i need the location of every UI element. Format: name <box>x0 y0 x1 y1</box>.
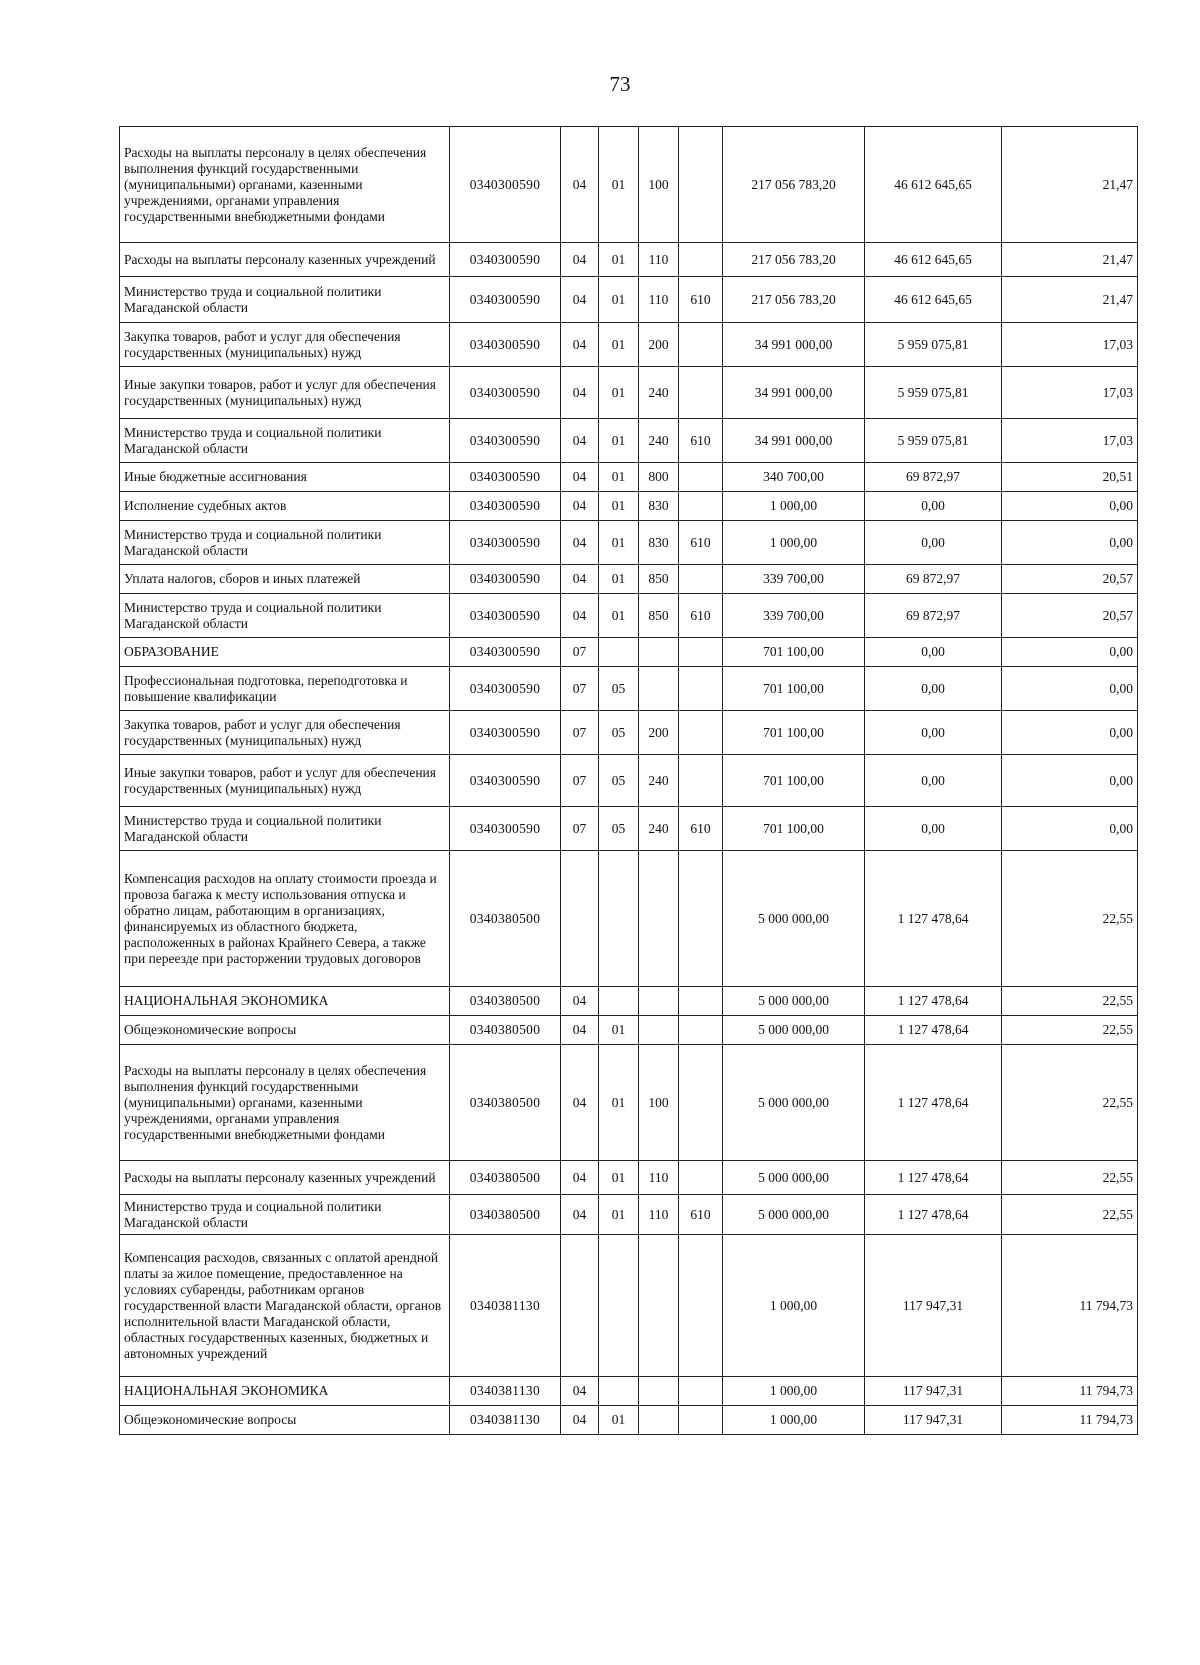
expense-type-cell: 200 <box>639 711 679 755</box>
administrator-cell <box>679 987 723 1016</box>
expense-type-cell: 240 <box>639 367 679 419</box>
execution-percent-cell: 17,03 <box>1002 323 1138 367</box>
section-cell: 04 <box>561 243 599 277</box>
expense-type-cell: 110 <box>639 277 679 323</box>
target-article-cell: 0340380500 <box>450 1195 561 1235</box>
table-row <box>120 419 1138 463</box>
section-cell: 04 <box>561 1161 599 1195</box>
subsection-cell <box>599 638 639 667</box>
planned-amount-cell: 217 056 783,20 <box>723 127 865 243</box>
table-row <box>120 492 1138 521</box>
execution-percent-cell: 22,55 <box>1002 987 1138 1016</box>
actual-amount-cell: 0,00 <box>865 521 1002 565</box>
subsection-cell: 01 <box>599 1406 639 1435</box>
planned-amount-cell: 1 000,00 <box>723 1406 865 1435</box>
item-name-cell: Расходы на выплаты персоналу казенных учреждений <box>120 243 450 277</box>
expense-type-cell <box>639 638 679 667</box>
execution-percent-cell: 0,00 <box>1002 521 1138 565</box>
planned-amount-cell: 701 100,00 <box>723 638 865 667</box>
administrator-cell: 610 <box>679 1195 723 1235</box>
actual-amount-cell: 5 959 075,81 <box>865 419 1002 463</box>
subsection-cell: 01 <box>599 1161 639 1195</box>
item-name-cell: Министерство труда и социальной политики Магаданской области <box>120 521 450 565</box>
target-article-cell: 0340381130 <box>450 1377 561 1406</box>
target-article-cell: 0340300590 <box>450 521 561 565</box>
planned-amount-cell: 701 100,00 <box>723 807 865 851</box>
execution-percent-cell: 11 794,73 <box>1002 1377 1138 1406</box>
execution-percent-cell: 11 794,73 <box>1002 1406 1138 1435</box>
item-name-cell: Профессиональная подготовка, переподготовка и повышение квалификации <box>120 667 450 711</box>
subsection-cell: 01 <box>599 1016 639 1045</box>
target-article-cell: 0340300590 <box>450 594 561 638</box>
section-cell: 07 <box>561 711 599 755</box>
item-name-cell: Общеэкономические вопросы <box>120 1406 450 1435</box>
item-name-cell: НАЦИОНАЛЬНАЯ ЭКОНОМИКА <box>120 987 450 1016</box>
target-article-cell: 0340300590 <box>450 638 561 667</box>
table-row <box>120 1406 1138 1435</box>
subsection-cell: 01 <box>599 565 639 594</box>
section-cell: 07 <box>561 807 599 851</box>
planned-amount-cell: 1 000,00 <box>723 1235 865 1377</box>
planned-amount-cell: 701 100,00 <box>723 667 865 711</box>
actual-amount-cell: 0,00 <box>865 711 1002 755</box>
planned-amount-cell: 339 700,00 <box>723 565 865 594</box>
administrator-cell: 610 <box>679 521 723 565</box>
target-article-cell: 0340300590 <box>450 807 561 851</box>
subsection-cell: 05 <box>599 711 639 755</box>
subsection-cell: 01 <box>599 323 639 367</box>
subsection-cell: 01 <box>599 1195 639 1235</box>
execution-percent-cell: 20,51 <box>1002 463 1138 492</box>
actual-amount-cell: 1 127 478,64 <box>865 987 1002 1016</box>
section-cell: 04 <box>561 367 599 419</box>
expense-type-cell <box>639 1235 679 1377</box>
execution-percent-cell: 0,00 <box>1002 638 1138 667</box>
expense-type-cell: 100 <box>639 1045 679 1161</box>
administrator-cell <box>679 1045 723 1161</box>
expense-type-cell: 110 <box>639 1161 679 1195</box>
target-article-cell: 0340300590 <box>450 463 561 492</box>
section-cell: 04 <box>561 127 599 243</box>
execution-percent-cell: 21,47 <box>1002 127 1138 243</box>
execution-percent-cell: 0,00 <box>1002 711 1138 755</box>
item-name-cell: Министерство труда и социальной политики Магаданской области <box>120 419 450 463</box>
subsection-cell: 01 <box>599 594 639 638</box>
table-row <box>120 1377 1138 1406</box>
subsection-cell: 05 <box>599 755 639 807</box>
item-name-cell: Иные закупки товаров, работ и услуг для обеспечения государственных (муниципальных) нужд <box>120 755 450 807</box>
administrator-cell <box>679 851 723 987</box>
expense-type-cell: 850 <box>639 594 679 638</box>
administrator-cell <box>679 565 723 594</box>
actual-amount-cell: 1 127 478,64 <box>865 1045 1002 1161</box>
section-cell: 04 <box>561 492 599 521</box>
item-name-cell: Расходы на выплаты персоналу в целях обеспечения выполнения функций государственными (муниципальными) органами, казенными учреждениями, органами управления государственными внебюджетными фондами <box>120 127 450 243</box>
target-article-cell: 0340300590 <box>450 667 561 711</box>
target-article-cell: 0340300590 <box>450 127 561 243</box>
actual-amount-cell: 69 872,97 <box>865 594 1002 638</box>
section-cell: 04 <box>561 1406 599 1435</box>
actual-amount-cell: 117 947,31 <box>865 1406 1002 1435</box>
execution-percent-cell: 20,57 <box>1002 565 1138 594</box>
target-article-cell: 0340300590 <box>450 277 561 323</box>
actual-amount-cell: 69 872,97 <box>865 565 1002 594</box>
execution-percent-cell: 17,03 <box>1002 367 1138 419</box>
actual-amount-cell: 1 127 478,64 <box>865 1016 1002 1045</box>
item-name-cell: Общеэкономические вопросы <box>120 1016 450 1045</box>
planned-amount-cell: 1 000,00 <box>723 1377 865 1406</box>
item-name-cell: Компенсация расходов на оплату стоимости проезда и провоза багажа к месту использования отпуска и обратно лицам, работающим в организациях, финансируемых из областного бюджета, расположенных в районах Крайнего Севера, а также при переезде при расторжении трудовых договоров <box>120 851 450 987</box>
administrator-cell <box>679 1377 723 1406</box>
section-cell: 04 <box>561 594 599 638</box>
planned-amount-cell: 34 991 000,00 <box>723 419 865 463</box>
table-row <box>120 1195 1138 1235</box>
subsection-cell: 01 <box>599 277 639 323</box>
target-article-cell: 0340380500 <box>450 987 561 1016</box>
execution-percent-cell: 22,55 <box>1002 851 1138 987</box>
actual-amount-cell: 5 959 075,81 <box>865 323 1002 367</box>
expense-type-cell <box>639 987 679 1016</box>
table-row <box>120 987 1138 1016</box>
item-name-cell: Закупка товаров, работ и услуг для обеспечения государственных (муниципальных) нужд <box>120 711 450 755</box>
table-row <box>120 711 1138 755</box>
item-name-cell: Министерство труда и социальной политики Магаданской области <box>120 594 450 638</box>
planned-amount-cell: 701 100,00 <box>723 711 865 755</box>
execution-percent-cell: 0,00 <box>1002 807 1138 851</box>
target-article-cell: 0340300590 <box>450 492 561 521</box>
subsection-cell: 01 <box>599 419 639 463</box>
section-cell: 04 <box>561 1195 599 1235</box>
administrator-cell: 610 <box>679 807 723 851</box>
section-cell: 04 <box>561 987 599 1016</box>
section-cell: 04 <box>561 1377 599 1406</box>
planned-amount-cell: 5 000 000,00 <box>723 1016 865 1045</box>
planned-amount-cell: 217 056 783,20 <box>723 277 865 323</box>
actual-amount-cell: 0,00 <box>865 807 1002 851</box>
planned-amount-cell: 34 991 000,00 <box>723 323 865 367</box>
planned-amount-cell: 217 056 783,20 <box>723 243 865 277</box>
subsection-cell: 01 <box>599 127 639 243</box>
execution-percent-cell: 0,00 <box>1002 492 1138 521</box>
planned-amount-cell: 1 000,00 <box>723 521 865 565</box>
expense-type-cell: 240 <box>639 807 679 851</box>
planned-amount-cell: 34 991 000,00 <box>723 367 865 419</box>
target-article-cell: 0340300590 <box>450 565 561 594</box>
target-article-cell: 0340380500 <box>450 851 561 987</box>
execution-percent-cell: 22,55 <box>1002 1161 1138 1195</box>
administrator-cell <box>679 127 723 243</box>
expense-type-cell: 110 <box>639 1195 679 1235</box>
table-row <box>120 638 1138 667</box>
planned-amount-cell: 5 000 000,00 <box>723 987 865 1016</box>
planned-amount-cell: 5 000 000,00 <box>723 1045 865 1161</box>
section-cell: 04 <box>561 1016 599 1045</box>
expense-type-cell: 830 <box>639 521 679 565</box>
planned-amount-cell: 340 700,00 <box>723 463 865 492</box>
actual-amount-cell: 0,00 <box>865 667 1002 711</box>
item-name-cell: Закупка товаров, работ и услуг для обеспечения государственных (муниципальных) нужд <box>120 323 450 367</box>
planned-amount-cell: 5 000 000,00 <box>723 1195 865 1235</box>
table-row <box>120 1161 1138 1195</box>
target-article-cell: 0340381130 <box>450 1235 561 1377</box>
target-article-cell: 0340300590 <box>450 755 561 807</box>
expense-type-cell: 110 <box>639 243 679 277</box>
actual-amount-cell: 46 612 645,65 <box>865 127 1002 243</box>
section-cell: 04 <box>561 565 599 594</box>
expense-type-cell: 240 <box>639 419 679 463</box>
administrator-cell <box>679 711 723 755</box>
target-article-cell: 0340300590 <box>450 711 561 755</box>
item-name-cell: Исполнение судебных актов <box>120 492 450 521</box>
planned-amount-cell: 1 000,00 <box>723 492 865 521</box>
execution-percent-cell: 22,55 <box>1002 1016 1138 1045</box>
planned-amount-cell: 5 000 000,00 <box>723 1161 865 1195</box>
subsection-cell <box>599 1377 639 1406</box>
section-cell: 07 <box>561 638 599 667</box>
target-article-cell: 0340300590 <box>450 323 561 367</box>
target-article-cell: 0340381130 <box>450 1406 561 1435</box>
table-row <box>120 1235 1138 1377</box>
section-cell: 07 <box>561 667 599 711</box>
target-article-cell: 0340300590 <box>450 419 561 463</box>
subsection-cell <box>599 1235 639 1377</box>
expense-type-cell <box>639 667 679 711</box>
subsection-cell: 01 <box>599 1045 639 1161</box>
section-cell: 04 <box>561 1045 599 1161</box>
target-article-cell: 0340380500 <box>450 1045 561 1161</box>
administrator-cell: 610 <box>679 594 723 638</box>
actual-amount-cell: 117 947,31 <box>865 1377 1002 1406</box>
section-cell <box>561 851 599 987</box>
expense-type-cell: 200 <box>639 323 679 367</box>
administrator-cell: 610 <box>679 419 723 463</box>
item-name-cell: Министерство труда и социальной политики Магаданской области <box>120 807 450 851</box>
table-row <box>120 1045 1138 1161</box>
table-row <box>120 367 1138 419</box>
actual-amount-cell: 0,00 <box>865 755 1002 807</box>
section-cell: 04 <box>561 463 599 492</box>
execution-percent-cell: 22,55 <box>1002 1045 1138 1161</box>
execution-percent-cell: 21,47 <box>1002 277 1138 323</box>
table-row <box>120 667 1138 711</box>
subsection-cell: 05 <box>599 667 639 711</box>
item-name-cell: Иные закупки товаров, работ и услуг для обеспечения государственных (муниципальных) нужд <box>120 367 450 419</box>
actual-amount-cell: 0,00 <box>865 638 1002 667</box>
subsection-cell: 01 <box>599 463 639 492</box>
table-row <box>120 243 1138 277</box>
table-row <box>120 277 1138 323</box>
actual-amount-cell: 1 127 478,64 <box>865 1161 1002 1195</box>
planned-amount-cell: 339 700,00 <box>723 594 865 638</box>
administrator-cell <box>679 1235 723 1377</box>
subsection-cell <box>599 851 639 987</box>
actual-amount-cell: 0,00 <box>865 492 1002 521</box>
actual-amount-cell: 1 127 478,64 <box>865 851 1002 987</box>
budget-execution-table <box>119 126 1138 1435</box>
table-row <box>120 323 1138 367</box>
target-article-cell: 0340300590 <box>450 367 561 419</box>
subsection-cell <box>599 987 639 1016</box>
expense-type-cell: 830 <box>639 492 679 521</box>
expense-type-cell: 100 <box>639 127 679 243</box>
subsection-cell: 05 <box>599 807 639 851</box>
table-body <box>120 127 1138 1435</box>
item-name-cell: ОБРАЗОВАНИЕ <box>120 638 450 667</box>
administrator-cell <box>679 638 723 667</box>
expense-type-cell <box>639 851 679 987</box>
execution-percent-cell: 11 794,73 <box>1002 1235 1138 1377</box>
administrator-cell <box>679 463 723 492</box>
administrator-cell <box>679 1016 723 1045</box>
administrator-cell <box>679 243 723 277</box>
target-article-cell: 0340380500 <box>450 1016 561 1045</box>
table-row <box>120 594 1138 638</box>
expense-type-cell: 240 <box>639 755 679 807</box>
item-name-cell: НАЦИОНАЛЬНАЯ ЭКОНОМИКА <box>120 1377 450 1406</box>
item-name-cell: Расходы на выплаты персоналу казенных учреждений <box>120 1161 450 1195</box>
item-name-cell: Министерство труда и социальной политики Магаданской области <box>120 277 450 323</box>
execution-percent-cell: 0,00 <box>1002 755 1138 807</box>
actual-amount-cell: 46 612 645,65 <box>865 243 1002 277</box>
item-name-cell: Компенсация расходов, связанных с оплатой арендной платы за жилое помещение, предоставленное на условиях субаренды, работникам органов государственной власти Магаданской области, органов исполнительной власти Магаданской области, областных государственных казенных, бюджетных и автономных учреждений <box>120 1235 450 1377</box>
subsection-cell: 01 <box>599 243 639 277</box>
table-row <box>120 755 1138 807</box>
expense-type-cell <box>639 1377 679 1406</box>
subsection-cell: 01 <box>599 367 639 419</box>
section-cell: 04 <box>561 323 599 367</box>
planned-amount-cell: 5 000 000,00 <box>723 851 865 987</box>
administrator-cell <box>679 755 723 807</box>
administrator-cell <box>679 1161 723 1195</box>
table-row <box>120 521 1138 565</box>
execution-percent-cell: 17,03 <box>1002 419 1138 463</box>
page-number: 73 <box>609 72 631 96</box>
section-cell: 04 <box>561 277 599 323</box>
item-name-cell: Иные бюджетные ассигнования <box>120 463 450 492</box>
table-row <box>120 851 1138 987</box>
table-row <box>120 1016 1138 1045</box>
actual-amount-cell: 5 959 075,81 <box>865 367 1002 419</box>
target-article-cell: 0340300590 <box>450 243 561 277</box>
actual-amount-cell: 1 127 478,64 <box>865 1195 1002 1235</box>
actual-amount-cell: 69 872,97 <box>865 463 1002 492</box>
subsection-cell: 01 <box>599 492 639 521</box>
execution-percent-cell: 0,00 <box>1002 667 1138 711</box>
section-cell: 04 <box>561 419 599 463</box>
expense-type-cell <box>639 1406 679 1435</box>
target-article-cell: 0340380500 <box>450 1161 561 1195</box>
table-row <box>120 807 1138 851</box>
expense-type-cell: 850 <box>639 565 679 594</box>
planned-amount-cell: 701 100,00 <box>723 755 865 807</box>
section-cell: 04 <box>561 521 599 565</box>
administrator-cell <box>679 1406 723 1435</box>
actual-amount-cell: 117 947,31 <box>865 1235 1002 1377</box>
expense-type-cell <box>639 1016 679 1045</box>
subsection-cell: 01 <box>599 521 639 565</box>
execution-percent-cell: 21,47 <box>1002 243 1138 277</box>
administrator-cell <box>679 492 723 521</box>
item-name-cell: Уплата налогов, сборов и иных платежей <box>120 565 450 594</box>
administrator-cell: 610 <box>679 277 723 323</box>
section-cell <box>561 1235 599 1377</box>
table-row <box>120 565 1138 594</box>
execution-percent-cell: 22,55 <box>1002 1195 1138 1235</box>
actual-amount-cell: 46 612 645,65 <box>865 277 1002 323</box>
section-cell: 07 <box>561 755 599 807</box>
execution-percent-cell: 20,57 <box>1002 594 1138 638</box>
administrator-cell <box>679 323 723 367</box>
administrator-cell <box>679 667 723 711</box>
item-name-cell: Министерство труда и социальной политики Магаданской области <box>120 1195 450 1235</box>
item-name-cell: Расходы на выплаты персоналу в целях обеспечения выполнения функций государственными (муниципальными) органами, казенными учреждениями, органами управления государственными внебюджетными фондами <box>120 1045 450 1161</box>
table-row <box>120 463 1138 492</box>
expense-type-cell: 800 <box>639 463 679 492</box>
table-row <box>120 127 1138 243</box>
administrator-cell <box>679 367 723 419</box>
